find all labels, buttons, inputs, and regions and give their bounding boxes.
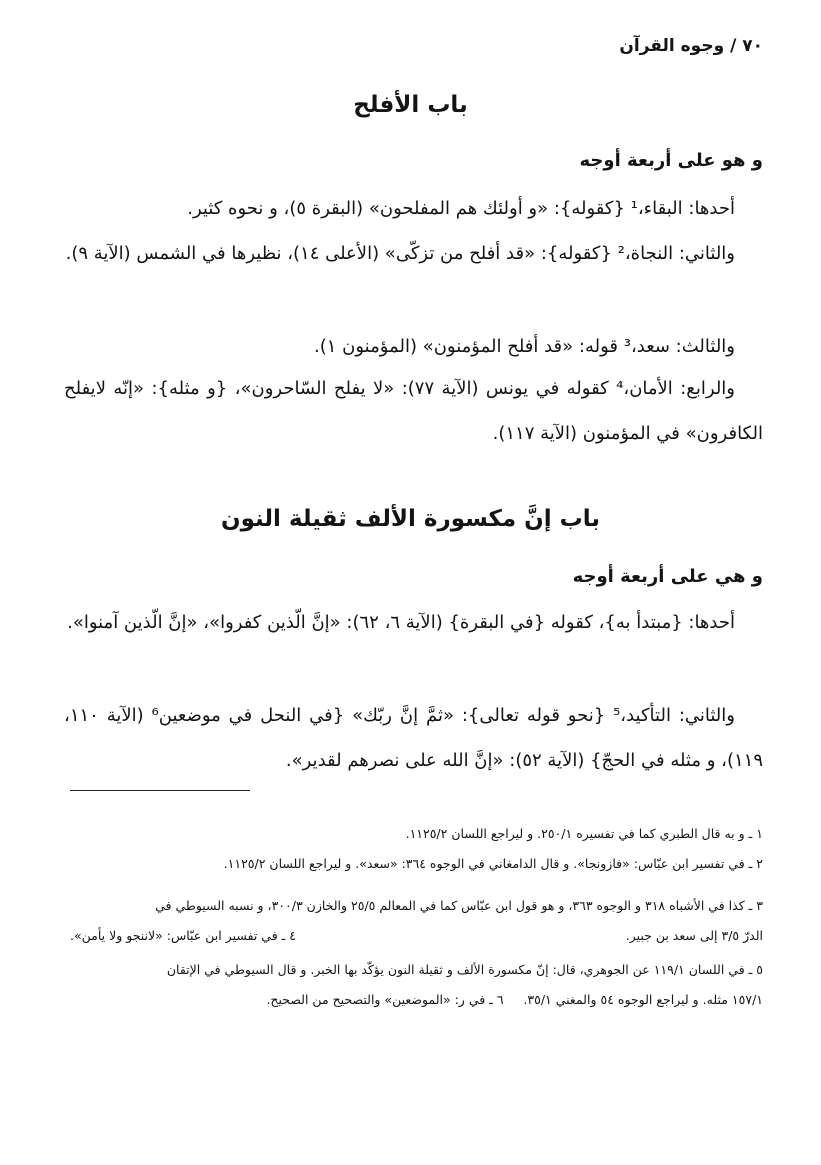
paragraph-aflah-4: والرابع: الأمان،⁴ كقوله في يونس (الآية ٧٧): «لا يفلح السّاحرون»، {و مثله}: «إنّه لايفلح الكافرون» في المؤمنون (الآية ١١٧). (64, 378, 763, 444)
footnote-divider (70, 790, 250, 791)
paragraph-aflah-3: والثالث: سعد،³ قوله: «قد أفلح المؤمنون» (المؤمنون ١). (314, 336, 735, 357)
footnote-3-4-line (70, 922, 763, 950)
paragraph-aflah-2: والثاني: النجاة،² {كقوله}: «قد أفلح من تزكّى» (الأعلى ١٤)، نظيرها في الشمس (الآية ٩). (65, 243, 735, 264)
footnote-3-line-1: ٣ ـ كذا في الأشباه ٣١٨ و الوجوه ٣٦٣، و هو قول ابن عبّاس كما في المعالم ٢٥/٥ والخازن ٣٠٠/٣، و نسبه السيوطي في (155, 898, 763, 913)
section-intro-inna: و هي على أربعة أوجه (572, 566, 763, 587)
footnote-3-line-2: الدرّ ٣/٥ إلى سعد بن جبير. (625, 928, 763, 943)
paragraph-aflah-1: أحدها: البقاء،¹ {كقوله}: «و أولئك هم المفلحون» (البقرة ٥)، و نحوه كثير. (187, 198, 735, 219)
running-header (58, 36, 763, 56)
footnote-5-line-1: ٥ ـ في اللسان ١١٩/١ عن الجوهري، قال: إنّ مكسورة الألف و ثقيلة النون يؤكّد بها الخبر. و قال السيوطي في الإتقان (166, 962, 763, 977)
footnote-2: ٢ ـ في تفسير ابن عبّاس: «فازونجا». و قال الدامغاني في الوجوه ٣٦٤: «سعد». و ليراجع اللسان ١١٢٥/٢. (223, 856, 763, 871)
footnote-5-line-2: ١٥٧/١ مثله. و ليراجع الوجوه ٥٤ والمغني ٣٥/١. (523, 992, 763, 1007)
section-intro-aflah: و هو على أربعة أوجه (579, 150, 763, 171)
section-title-inna: باب إنَّ مكسورة الألف ثقيلة النون (220, 506, 601, 532)
paragraph-inna-2: والثاني: التأكيد،⁵ {نحو قوله تعالى}: «ثمَّ إنَّ ربّك» {في النحل في موضعين⁶ (الآية ١١٠، ١١٩)، و مثله في الحجّ} (الآية ٥٢): «إنَّ الله على نصرهم لقدير». (64, 705, 763, 771)
footnote-4: ٤ ـ في تفسير ابن عبّاس: «لاننجو ولا يأمن». (70, 928, 296, 943)
footnote-6: ٦ ـ في ر: «الموضعين» والتصحيح من الصحيح. (266, 992, 504, 1007)
book-title: وجوه القرآن (619, 36, 725, 56)
footnote-1: ١ ـ و به قال الطبري كما في تفسيره ٢٥٠/١. و ليراجع اللسان ١١٢٥/٢. (405, 826, 763, 841)
footnote-5-6-line (70, 986, 763, 1014)
section-title-aflah: باب الأفلح (353, 92, 468, 118)
header-separator: / (730, 36, 737, 56)
paragraph-inna-1: أحدها: {مبتدأ به}، كقوله {في البقرة} (الآية ٦، ٦٢): «إنَّ الّذين كفروا»، «إنَّ الّذين آمنوا». (67, 612, 735, 633)
page-number: ٧٠ (742, 36, 763, 56)
